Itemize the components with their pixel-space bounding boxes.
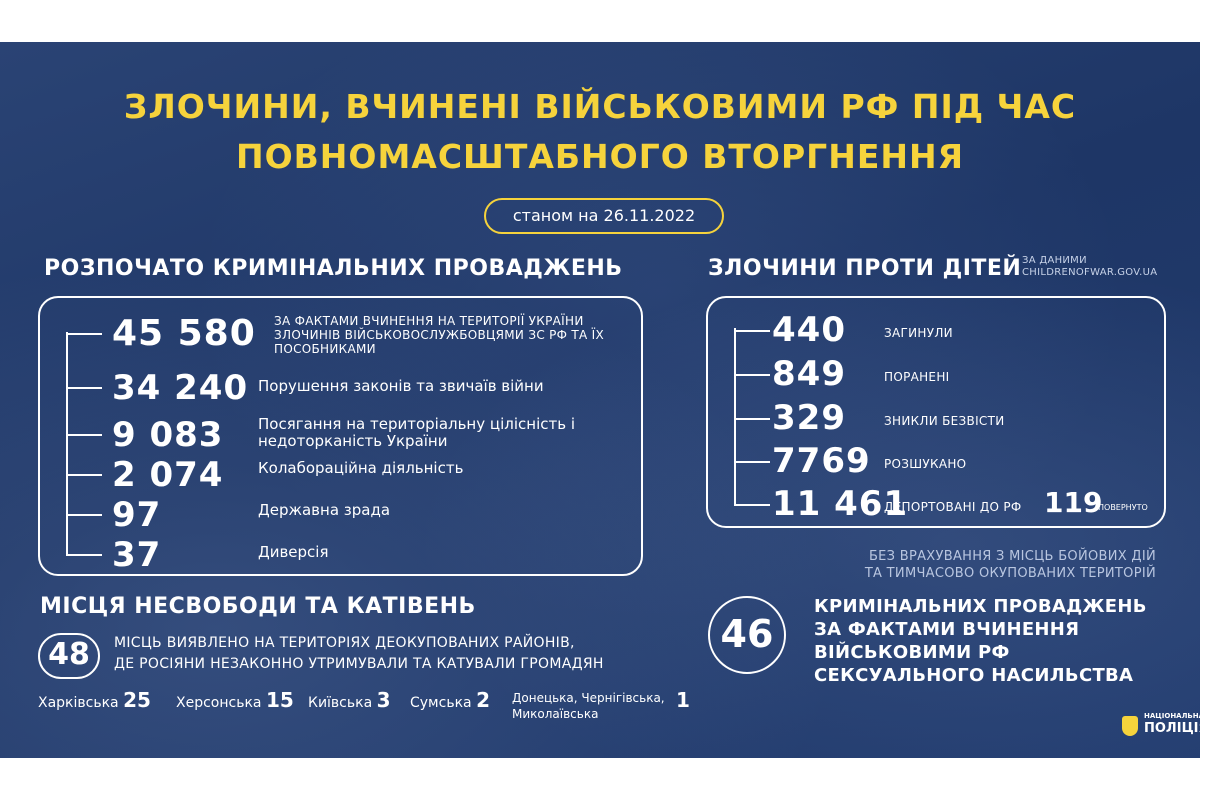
logo-line-1: НАЦІОНАЛЬНА [1144, 712, 1205, 720]
police-badge-icon [1122, 716, 1138, 736]
children-branch [734, 461, 770, 463]
children-note-line-1: БЕЗ ВРАХУВАННЯ З МІСЦЬ БОЙОВИХ ДІЙ [868, 549, 1156, 564]
sexual-line-3: ВІЙСЬКОВИМИ РФ [814, 642, 1010, 663]
returned-label: ПОВЕРНУТО [1098, 503, 1148, 512]
children-note [760, 548, 1156, 582]
children-source-line-1: ЗА ДАНИМИ [1022, 255, 1087, 266]
region-kyiv [308, 688, 391, 712]
criminal-value-6: 37 [112, 535, 162, 575]
sexual-text [814, 595, 1147, 687]
children-value-4: 7769 [772, 441, 871, 481]
region-value: 15 [265, 688, 294, 712]
criminal-value-2: 34 240 [112, 368, 249, 408]
children-value-5: 11 461 [772, 484, 909, 524]
region-multi-value: 1 [676, 688, 690, 712]
children-value-2: 849 [772, 354, 846, 394]
children-source [1022, 255, 1157, 279]
region-sumy [410, 688, 490, 712]
criminal-label-6: Диверсія [258, 543, 329, 561]
criminal-value-1: 45 580 [112, 313, 256, 354]
region-name: Сумська [410, 695, 472, 711]
children-branch [734, 504, 770, 506]
children-value-3: 329 [772, 398, 846, 438]
title-line-1: ЗЛОЧИНИ, ВЧИНЕНІ ВІЙСЬКОВИМИ РФ ПІД ЧАС [123, 87, 1077, 126]
sexual-line-2: ЗА ФАКТАМИ ВЧИНЕННЯ [814, 619, 1080, 640]
region-multi-line-2: Миколаївська [512, 707, 599, 721]
region-multi-value-wrap [676, 688, 690, 712]
region-kharkiv [38, 688, 151, 712]
criminal-branch [66, 514, 102, 516]
region-multi [512, 690, 665, 722]
region-value: 25 [123, 688, 151, 712]
title-line-2: ПОВНОМАСШТАБНОГО ВТОРГНЕННЯ [235, 137, 965, 176]
places-count-badge: 48 [38, 633, 100, 679]
region-value: 3 [376, 688, 391, 712]
children-label-4: РОЗШУКАНО [884, 457, 967, 471]
criminal-tree-line [66, 332, 68, 556]
region-name: Херсонська [176, 695, 262, 711]
places-text-line-2: ДЕ РОСІЯНИ НЕЗАКОННО УТРИМУВАЛИ ТА КАТУВАЛИ ГРОМАДЯН [114, 656, 604, 672]
places-heading: МІСЦЯ НЕСВОБОДИ ТА КАТІВЕНЬ [40, 594, 476, 619]
criminal-branch [66, 434, 102, 436]
children-heading: ЗЛОЧИНИ ПРОТИ ДІТЕЙ [708, 256, 1022, 281]
sexual-line-4: СЕКСУАЛЬНОГО НАСИЛЬСТВА [814, 665, 1134, 686]
sexual-line-1: КРИМІНАЛЬНИХ ПРОВАДЖЕНЬ [814, 596, 1147, 617]
date-badge: станом на 26.11.2022 [484, 198, 724, 234]
children-branch [734, 374, 770, 376]
children-label-2: ПОРАНЕНІ [884, 370, 950, 384]
places-text [114, 633, 604, 675]
children-value-1: 440 [772, 310, 846, 350]
criminal-heading: РОЗПОЧАТО КРИМІНАЛЬНИХ ПРОВАДЖЕНЬ [44, 256, 623, 281]
children-source-line-2: CHILDRENOFWAR.GOV.UA [1022, 267, 1158, 278]
children-label-5: ДЕПОРТОВАНІ ДО РФ [884, 500, 1022, 514]
region-value: 2 [476, 688, 490, 712]
criminal-label-3: Посягання на територіальну цілісність і недоторканість України [258, 415, 575, 450]
children-branch [734, 330, 770, 332]
children-branch [734, 418, 770, 420]
criminal-branch [66, 387, 102, 389]
criminal-branch [66, 474, 102, 476]
criminal-label-5: Державна зрада [258, 501, 391, 519]
region-kherson [176, 688, 294, 712]
region-name: Харківська [38, 695, 119, 711]
returned-value: 119 [1044, 486, 1103, 519]
infographic-poster [0, 42, 1208, 758]
region-name: Київська [308, 695, 373, 711]
sexual-count-badge: 46 [708, 596, 786, 674]
children-label-3: ЗНИКЛИ БЕЗВІСТИ [884, 414, 1005, 428]
children-note-line-2: ТА ТИМЧАСОВО ОКУПОВАНИХ ТЕРИТОРІЙ [864, 566, 1156, 581]
places-text-line-1: МІСЦЬ ВИЯВЛЕНО НА ТЕРИТОРІЯХ ДЕОКУПОВАНИХ РАЙОНІВ, [114, 635, 575, 651]
region-multi-line-1: Донецька, Чернігівська, [512, 691, 665, 705]
children-tree-line [734, 328, 736, 506]
criminal-label-2: Порушення законів та звичаїв війни [258, 377, 544, 395]
criminal-label-4: Колабораційна діяльність [258, 459, 464, 477]
logo-line-2: ПОЛІЦІЯ [1144, 721, 1208, 736]
criminal-branch [66, 333, 102, 335]
criminal-label-1: ЗА ФАКТАМИ ВЧИНЕННЯ НА ТЕРИТОРІЇ УКРАЇНИ ЗЛОЧИНІВ ВІЙСЬКОВОСЛУЖБОВЦЯМИ ЗС РФ ТА ЇХ ПОСОБНИКАМИ [274, 314, 605, 356]
children-label-1: ЗАГИНУЛИ [884, 326, 953, 340]
criminal-value-4: 2 074 [112, 455, 224, 495]
criminal-value-5: 97 [112, 495, 162, 535]
criminal-value-3: 9 083 [112, 415, 224, 455]
criminal-branch [66, 554, 102, 556]
